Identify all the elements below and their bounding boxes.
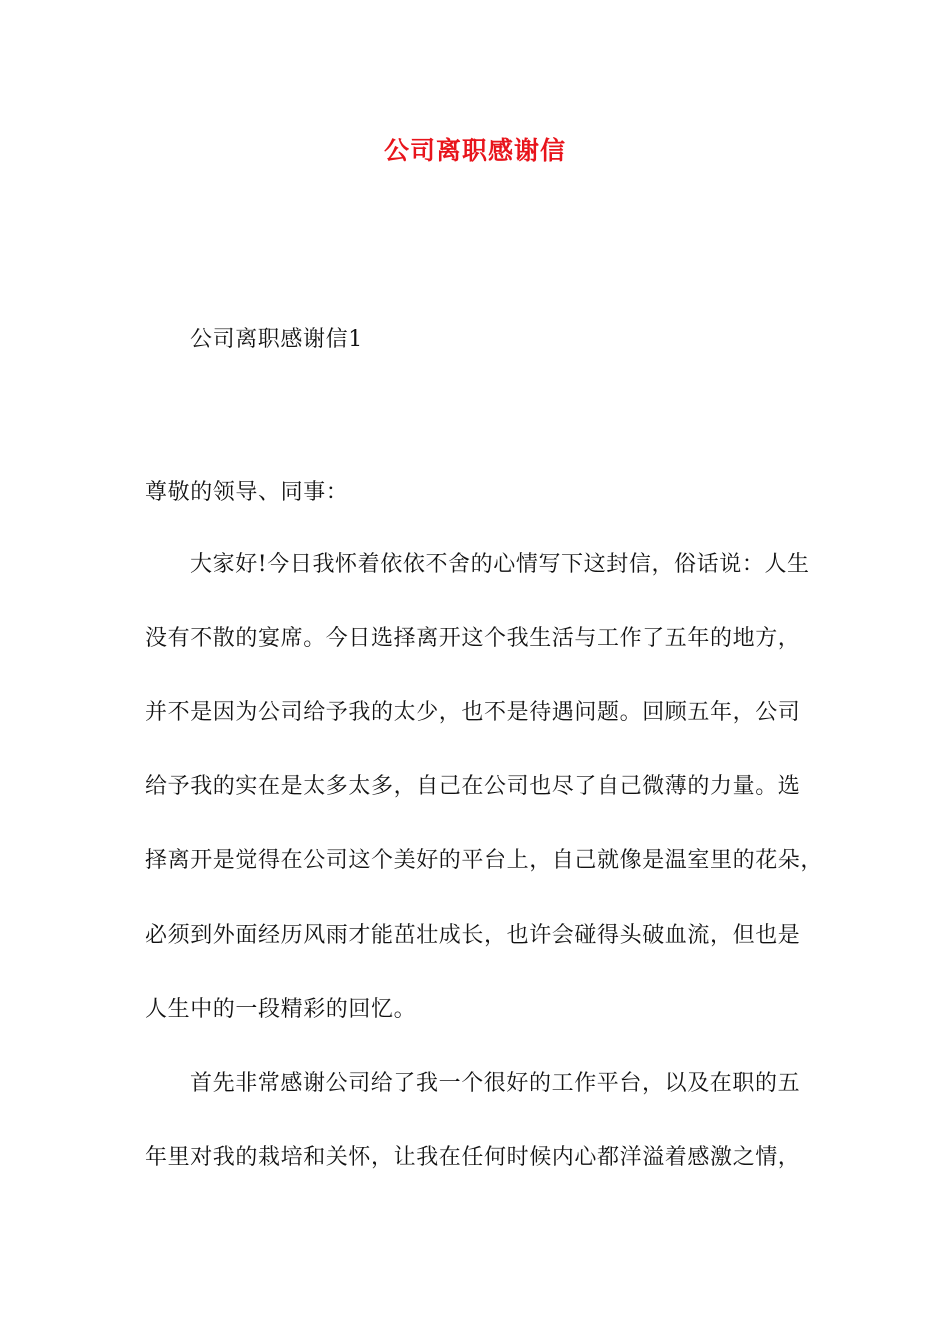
- paragraph-line: 年里对我的栽培和关怀，让我在任何时候内心都洋溢着感激之情，: [145, 1145, 801, 1170]
- paragraph-line: 给予我的实在是太多太多，自己在公司也尽了自己微薄的力量。选: [145, 774, 801, 799]
- section-heading: 公司离职感谢信1: [190, 327, 363, 352]
- document-title: 公司离职感谢信: [383, 136, 566, 165]
- paragraph-line: 并不是因为公司给予我的太少，也不是待遇问题。回顾五年，公司: [145, 700, 801, 725]
- paragraph-line: 大家好!今日我怀着依依不舍的心情写下这封信，俗话说：人生: [190, 552, 810, 577]
- salutation: 尊敬的领导、同事：: [145, 480, 349, 505]
- paragraph-line: 首先非常感谢公司给了我一个很好的工作平台，以及在职的五: [190, 1071, 801, 1096]
- paragraph-line: 没有不散的宴席。今日选择离开这个我生活与工作了五年的地方，: [145, 626, 801, 651]
- paragraph-line: 必须到外面经历风雨才能茁壮成长，也许会碰得头破血流，但也是: [145, 923, 801, 948]
- paragraph-line: 择离开是觉得在公司这个美好的平台上，自己就像是温室里的花朵，: [145, 848, 824, 873]
- paragraph-line: 人生中的一段精彩的回忆。: [145, 997, 417, 1022]
